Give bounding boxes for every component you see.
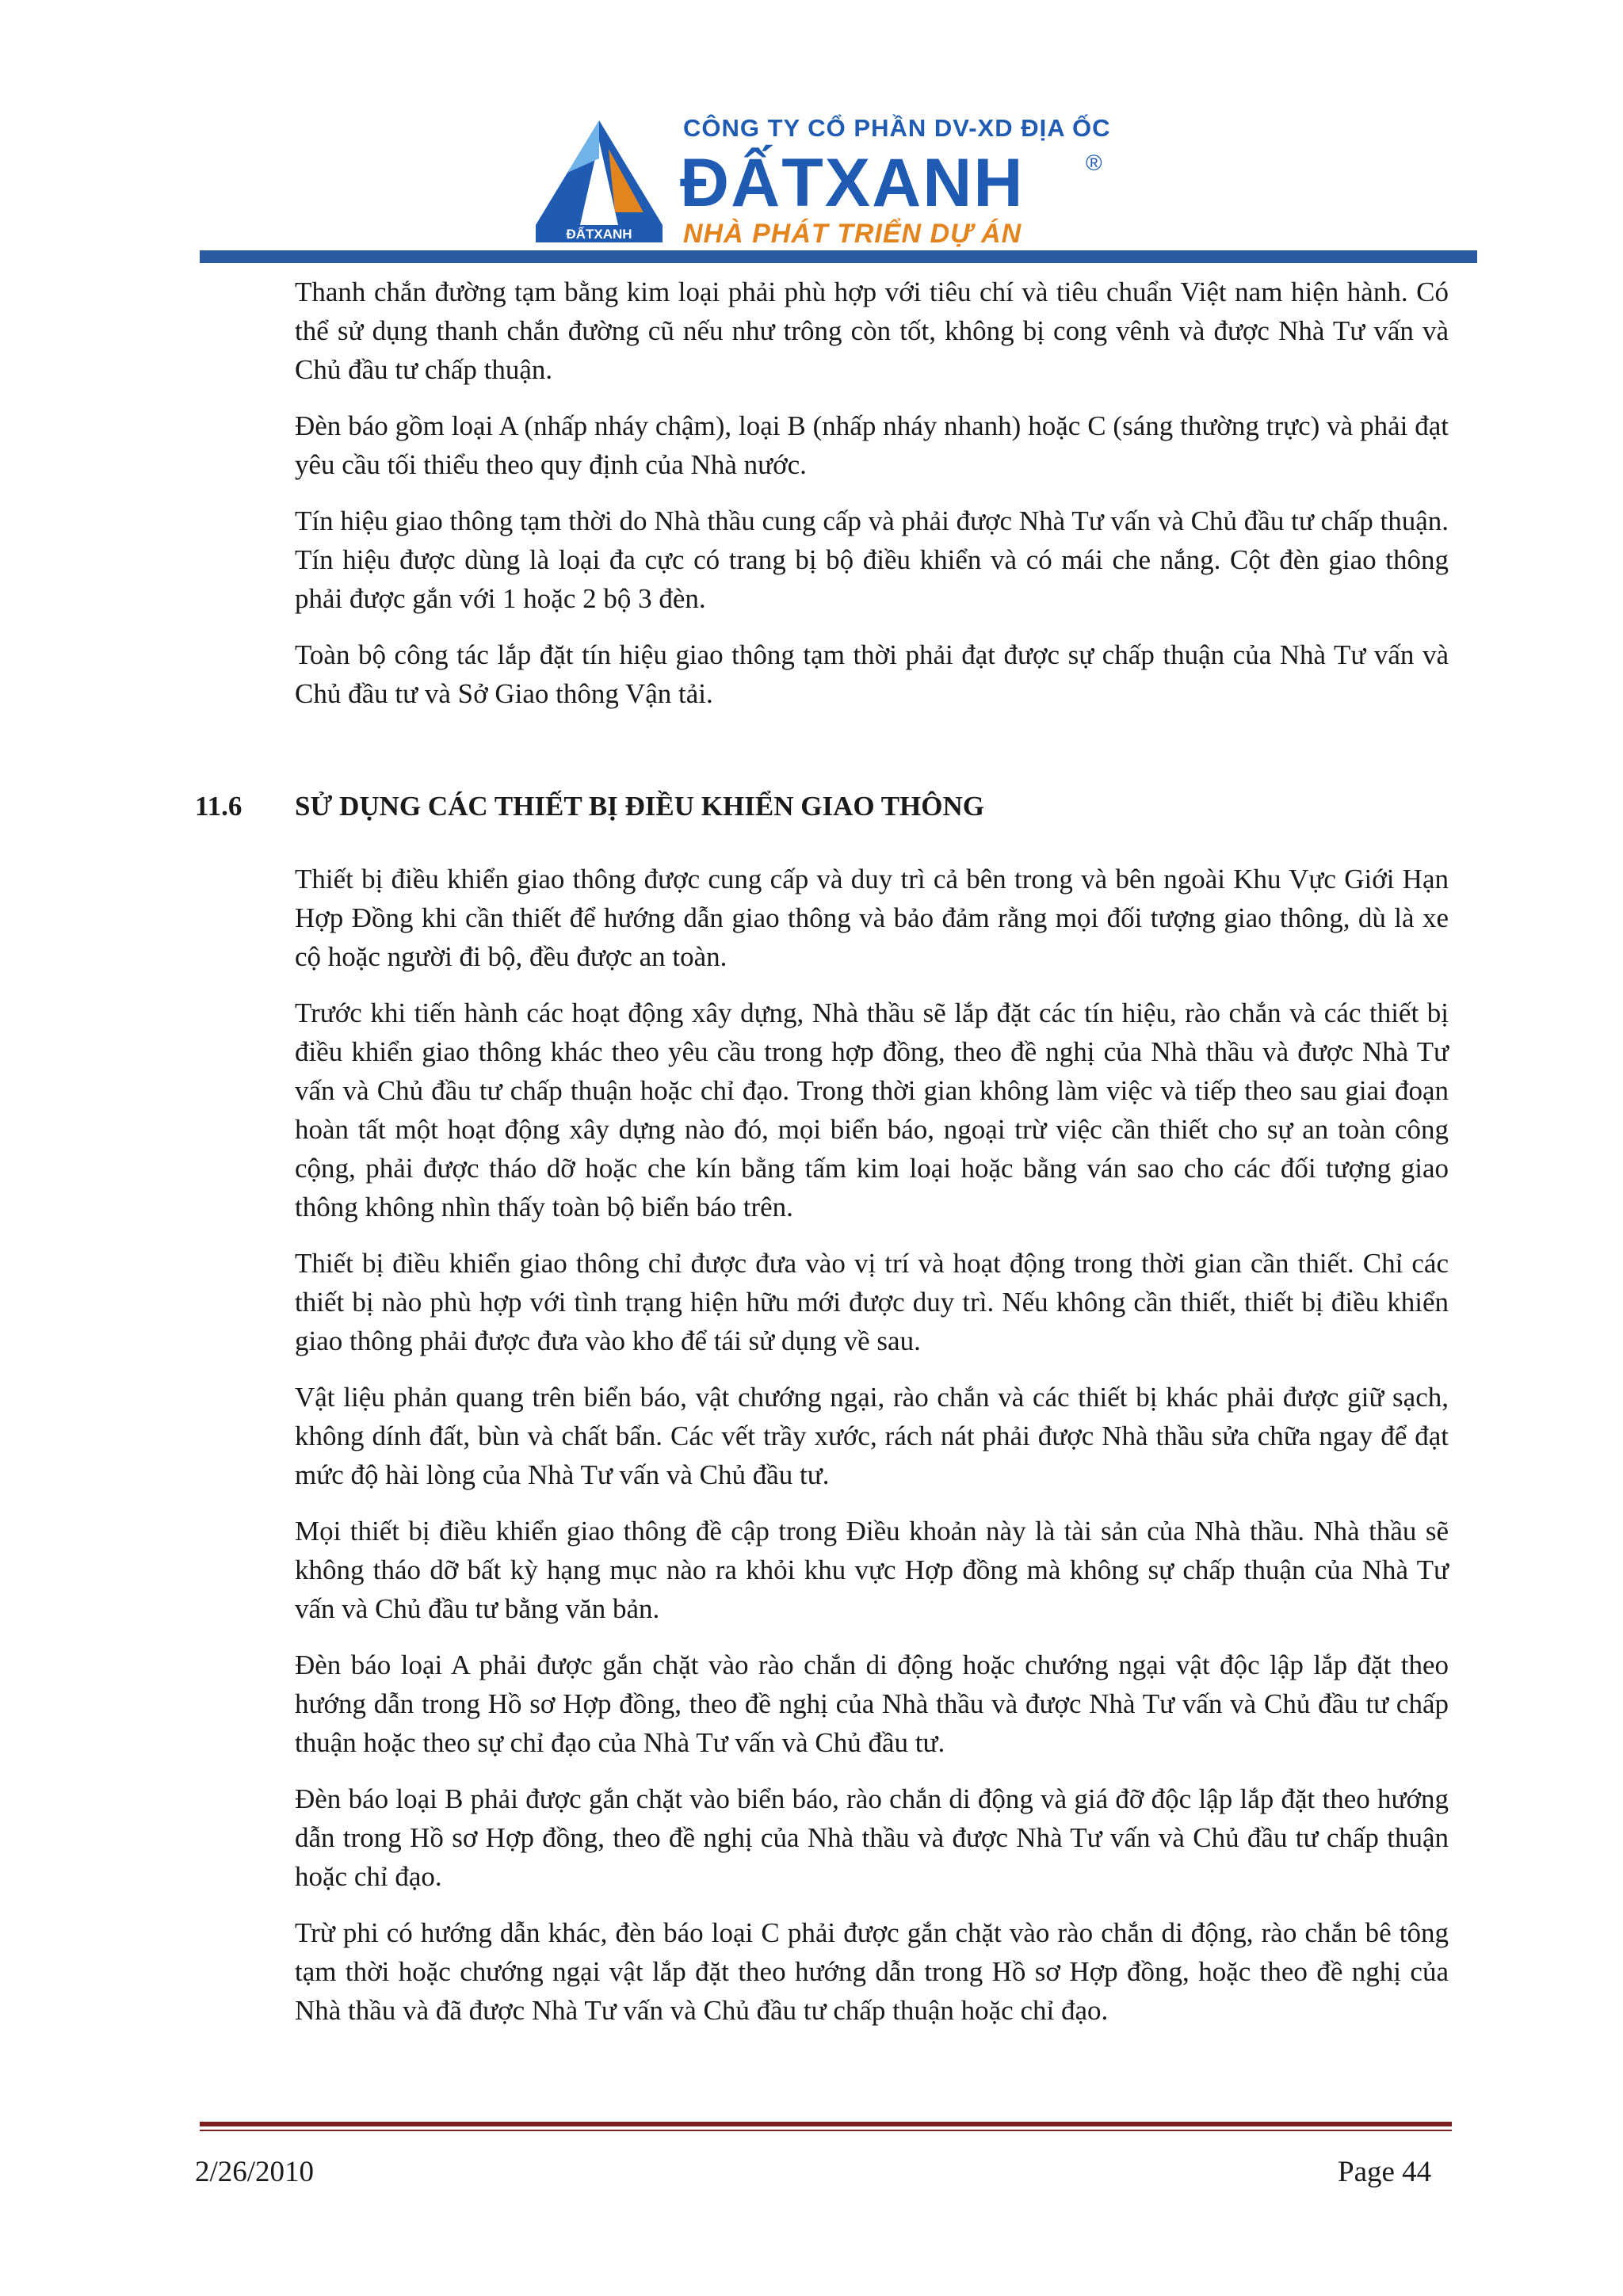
paragraph: Trước khi tiến hành các hoạt động xây dựng, Nhà thầu sẽ lắp đặt các tín hiệu, rào chắn và các thiết bị điều khiển giao thông khác theo yêu cầu trong hợp đồng, theo đề nghị của Nhà thầu và được Nhà Tư vấn và Chủ đầu tư chấp thuận hoặc chỉ đạo. Trong thời gian không làm việc và tiếp theo sau giai đoạn hoàn tất một hoạt động xây dựng nào đó, mọi biển báo, ngoại trừ việc cần thiết cho sự an toàn công cộng, phải được tháo dỡ hoặc che kín bằng tấm kim loại hoặc bằng ván sao cho các đối tượng giao thông không nhìn thấy toàn bộ biển báo trên. <box>295 997 1449 1222</box>
paragraph: Vật liệu phản quang trên biển báo, vật chướng ngại, rào chắn và các thiết bị khác phải được giữ sạch, không dính đất, bùn và chất bẩn. Các vết trầy xước, rách nát phải được Nhà thầu sửa chữa ngay để đạt mức độ hài lòng của Nhà Tư vấn và Chủ đầu tư. <box>295 1382 1449 1490</box>
footer-divider-thin <box>200 2130 1452 2131</box>
company-tagline: NHÀ PHÁT TRIỂN DỰ ÁN <box>683 219 1022 249</box>
section-number: 11.6 <box>195 791 242 822</box>
logo-triangle-icon <box>533 117 666 244</box>
paragraph: Mọi thiết bị điều khiển giao thông đề cập trong Điều khoản này là tài sản của Nhà thầu. Nhà thầu sẽ không tháo dỡ bất kỳ hạng mục nào ra khỏi khu vực Hợp đồng mà không sự chấp thuận của Nhà Tư vấn và Chủ đầu tư bằng văn bản. <box>295 1516 1449 1624</box>
intro-section <box>295 273 1449 730</box>
paragraph: Tín hiệu giao thông tạm thời do Nhà thầu cung cấp và phải được Nhà Tư vấn và Chủ đầu tư chấp thuận. Tín hiệu được dùng là loại đa cực có trang bị bộ điều khiển và có mái che nắng. Cột đèn giao thông phải được gắn với 1 hoặc 2 bộ 3 đèn. <box>295 505 1449 614</box>
page-header <box>0 0 1623 261</box>
footer-date: 2/26/2010 <box>195 2156 315 2188</box>
header-divider <box>200 250 1477 263</box>
brand-name: ĐẤTXANH <box>680 145 1025 221</box>
paragraph: Thanh chắn đường tạm bằng kim loại phải phù hợp với tiêu chí và tiêu chuẩn Việt nam hiện hành. Có thể sử dụng thanh chắn đường cũ nếu như trông còn tốt, không bị cong vênh và được Nhà Tư vấn và Chủ đầu tư chấp thuận. <box>295 277 1449 385</box>
footer-divider <box>200 2122 1452 2126</box>
section-body <box>295 860 1449 2047</box>
logo-text: ĐẤTXANH <box>566 227 632 242</box>
paragraph: Thiết bị điều khiển giao thông chỉ được đưa vào vị trí và hoạt động trong thời gian cần thiết. Chỉ các thiết bị nào phù hợp với tình trạng hiện hữu mới được duy trì. Nếu không cần thiết, thiết bị điều khiển giao thông phải được đưa vào kho để tái sử dụng về sau. <box>295 1248 1449 1356</box>
paragraph: Đèn báo loại A phải được gắn chặt vào rào chắn di động hoặc chướng ngại vật độc lập lắp đặt theo hướng dẫn trong Hồ sơ Hợp đồng, theo đề nghị của Nhà thầu và được Nhà Tư vấn và Chủ đầu tư chấp thuận hoặc theo sự chỉ đạo của Nhà Tư vấn và Chủ đầu tư. <box>295 1650 1449 1758</box>
company-logo <box>533 117 666 244</box>
section-heading <box>195 787 1463 826</box>
paragraph: Đèn báo gồm loại A (nhấp nháy chậm), loại B (nhấp nháy nhanh) hoặc C (sáng thường trực) và phải đạt yêu cầu tối thiểu theo quy định của Nhà nước. <box>295 410 1449 480</box>
company-name: CÔNG TY CỔ PHẦN DV-XD ĐỊA ỐC <box>683 114 1111 142</box>
page-number: Page 44 <box>1338 2156 1432 2188</box>
paragraph: Trừ phi có hướng dẫn khác, đèn báo loại C phải được gắn chặt vào rào chắn di động, rào chắn bê tông tạm thời hoặc chướng ngại vật lắp đặt theo hướng dẫn trong Hồ sơ Hợp đồng, hoặc theo đề nghị của Nhà thầu và đã được Nhà Tư vấn và Chủ đầu tư chấp thuận hoặc chỉ đạo. <box>295 1917 1449 2026</box>
paragraph: Đèn báo loại B phải được gắn chặt vào biển báo, rào chắn di động và giá đỡ độc lập lắp đặt theo hướng dẫn trong Hồ sơ Hợp đồng, theo đề nghị của Nhà thầu và được Nhà Tư vấn và Chủ đầu tư chấp thuận hoặc chỉ đạo. <box>295 1783 1449 1892</box>
paragraph: Thiết bị điều khiển giao thông được cung cấp và duy trì cả bên trong và bên ngoài Khu Vực Giới Hạn Hợp Đồng khi cần thiết để hướng dẫn giao thông và bảo đảm rằng mọi đối tượng giao thông, dù là xe cộ hoặc người đi bộ, đều được an toàn. <box>295 864 1449 972</box>
section-title: SỬ DỤNG CÁC THIẾT BỊ ĐIỀU KHIỂN GIAO THÔNG <box>295 791 984 822</box>
paragraph: Toàn bộ công tác lắp đặt tín hiệu giao thông tạm thời phải đạt được sự chấp thuận của Nhà Tư vấn và Chủ đầu tư và Sở Giao thông Vận tải. <box>295 639 1449 709</box>
registered-mark: ® <box>1086 151 1102 175</box>
